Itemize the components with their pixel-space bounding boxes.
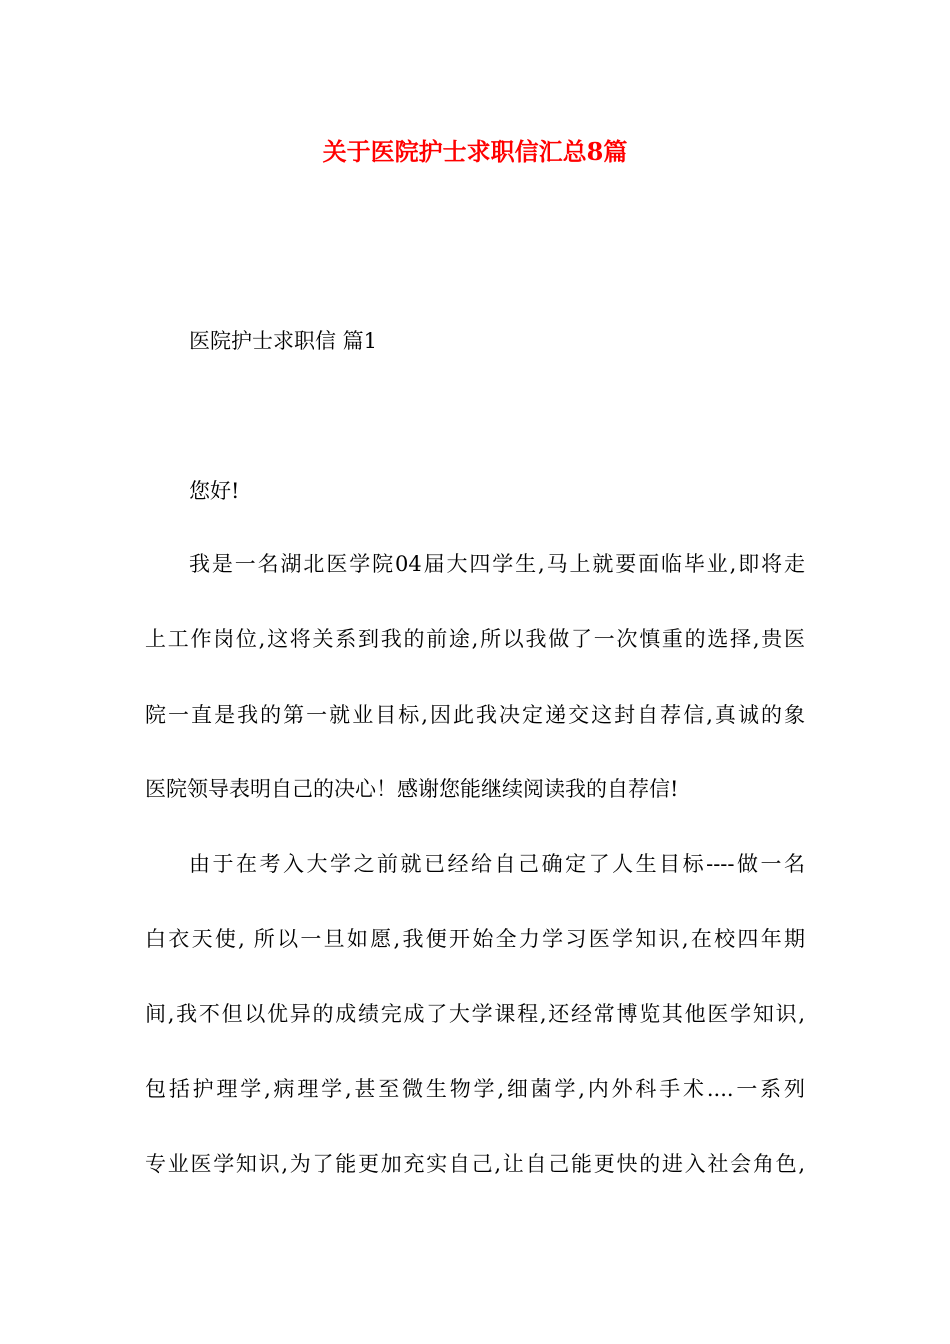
paragraph-line: 专业医学知识,为了能更加充实自己,让自己能更快的进入社会角色,: [145, 1152, 805, 1176]
document-title: 关于医院护士求职信汇总8篇: [322, 137, 628, 166]
greeting: 您好!: [189, 479, 240, 503]
section-heading: 医院护士求职信 篇1: [189, 329, 378, 353]
paragraph-line: 我是一名湖北医学院04届大四学生,马上就要面临毕业,即将走: [189, 552, 805, 576]
paragraph-line: 医院领导表明自己的决心！感谢您能继续阅读我的自荐信!: [145, 777, 679, 801]
paragraph-line: 包括护理学,病理学,甚至微生物学,细菌学,内外科手术....一系列: [145, 1077, 805, 1101]
paragraph-line: 院一直是我的第一就业目标,因此我决定递交这封自荐信,真诚的象: [145, 703, 805, 727]
paragraph-line: 白衣天使, 所以一旦如愿,我便开始全力学习医学知识,在校四年期: [145, 927, 805, 951]
paragraph-line: 上工作岗位,这将关系到我的前途,所以我做了一次慎重的选择,贵医: [145, 627, 805, 651]
paragraph-line: 间,我不但以优异的成绩完成了大学课程,还经常博览其他医学知识,: [145, 1002, 805, 1026]
paragraph-line: 由于在考入大学之前就已经给自己确定了人生目标----做一名: [189, 852, 805, 876]
